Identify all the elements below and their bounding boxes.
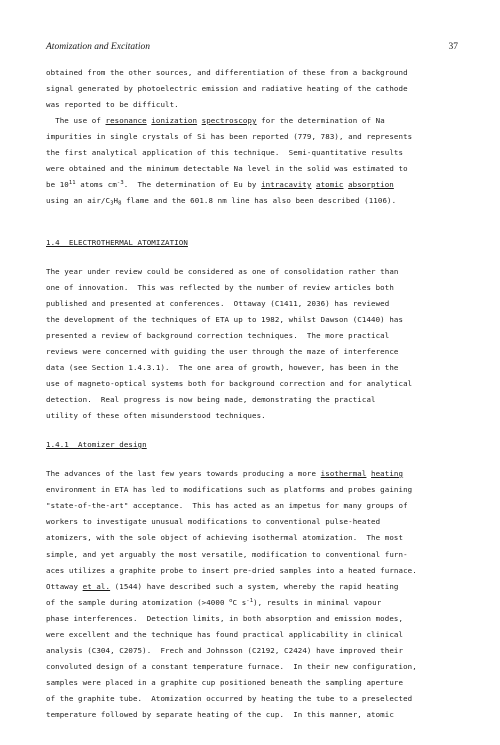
text-line bbox=[46, 115, 458, 127]
underlined-term: isothermal bbox=[320, 469, 367, 478]
superscript: -3 bbox=[116, 180, 124, 186]
text-span: flame and the 601.8 nm line has also been described (1106). bbox=[121, 196, 397, 205]
text-span: atoms cm bbox=[75, 180, 117, 189]
text-span: ), results in minimal vapour bbox=[253, 598, 382, 607]
text-line: aces utilizes a graphite probe to insert pre-dried samples into a heated furnace. bbox=[46, 566, 417, 575]
text-span: C s bbox=[232, 598, 247, 607]
text-span: for the determination of Na bbox=[256, 116, 385, 125]
text-span: of the sample during atomization (>4000 bbox=[46, 598, 230, 607]
text-line: samples were placed in a graphite cup positioned beneath the sampling aperture bbox=[46, 678, 404, 687]
subsection-heading: 1.4.1 Atomizer design bbox=[46, 440, 147, 449]
text-line: of the graphite tube. Atomization occurred by heating the tube to a preselected bbox=[46, 694, 413, 703]
text-line: The year under review could be considered as one of consolidation rather than bbox=[46, 267, 399, 276]
text-line: data (see Section 1.4.3.1). The one area of growth, however, has been in the bbox=[46, 363, 399, 372]
text-line: were obtained and the minimum detectable Na level in the solid was estimated to bbox=[46, 164, 408, 173]
text-line: signal generated by photoelectric emission and radiative heating of the cathode bbox=[46, 84, 408, 93]
text-line: impurities in single crystals of Si has been reported (779, 783), and represents bbox=[46, 132, 413, 141]
subscript: 8 bbox=[118, 200, 122, 207]
text-line: convoluted design of a constant temperature furnace. In their new configuration, bbox=[46, 662, 417, 671]
superscript: 11 bbox=[68, 180, 76, 186]
text-line: utility of these often misunderstood techniques. bbox=[46, 411, 266, 420]
text-line bbox=[46, 468, 458, 480]
underlined-term: et al. bbox=[82, 582, 111, 591]
text-line: the first analytical application of this technique. Semi-quantitative results bbox=[46, 148, 404, 157]
text-line: one of innovation. This was reflected by the number of review articles both bbox=[46, 283, 394, 292]
text-line bbox=[46, 195, 458, 207]
text-line: "state-of-the-art" acceptance. This has acted as an impetus for many groups of bbox=[46, 501, 408, 510]
text-line: simple, and yet arguably the most versatile, modification to conventional furn- bbox=[46, 550, 408, 559]
text-span: . The determination of Eu by bbox=[123, 180, 262, 189]
page-number: 37 bbox=[448, 42, 458, 52]
text-line bbox=[46, 179, 458, 191]
text-line: the development of the techniques of ETA up to 1982, whilst Dawson (C1440) has bbox=[46, 315, 404, 324]
text-line: temperature followed by separate heating of the cup. In this manner, atomic bbox=[46, 710, 394, 719]
text-line: was reported to be difficult. bbox=[46, 100, 179, 109]
superscript: -1 bbox=[246, 598, 254, 604]
underlined-term: heating bbox=[371, 469, 404, 478]
underlined-term: ionization bbox=[151, 116, 198, 125]
section-heading: 1.4 ELECTROTHERMAL ATOMIZATION bbox=[46, 238, 188, 247]
text-span: using an air/C bbox=[46, 196, 111, 205]
underlined-term: atomic bbox=[316, 180, 344, 189]
underlined-term: intracavity bbox=[261, 180, 312, 189]
text-line bbox=[46, 597, 458, 609]
text-span: (1544) have described such a system, whereby the rapid heating bbox=[110, 582, 399, 591]
text-line: workers to investigate unusual modifications to conventional pulse-heated bbox=[46, 517, 381, 526]
underlined-term: absorption bbox=[348, 180, 394, 189]
underlined-term: resonance bbox=[105, 116, 147, 125]
text-line: reviews were concerned with guiding the user through the maze of interference bbox=[46, 347, 399, 356]
text-line: published and presented at conferences. Ottaway (C1411, 2036) has reviewed bbox=[46, 299, 390, 308]
text-line bbox=[46, 581, 458, 593]
running-header bbox=[46, 42, 458, 56]
subscript: 3 bbox=[110, 200, 114, 207]
running-title: Atomization and Excitation bbox=[46, 42, 150, 52]
underlined-term: spectroscopy bbox=[201, 116, 257, 125]
text-line: presented a review of background correction techniques. The more practical bbox=[46, 331, 390, 340]
text-line: atomizers, with the sole object of achieving isothermal atomization. The most bbox=[46, 533, 404, 542]
text-line: phase interferences. Detection limits, in both absorption and emission modes, bbox=[46, 614, 404, 623]
text-line: use of magneto-optical systems both for background correction and for analytical bbox=[46, 379, 413, 388]
text-span: The use of bbox=[46, 116, 106, 125]
text-line: were excellent and the technique has found practical applicability in clinical bbox=[46, 630, 404, 639]
text-span: The advances of the last few years towards producing a more bbox=[46, 469, 321, 478]
text-line: obtained from the other sources, and differentiation of these from a background bbox=[46, 68, 408, 77]
text-line: analysis (C304, C2075). Frech and Johnsson (C2192, C2424) have improved their bbox=[46, 646, 404, 655]
superscript: o bbox=[229, 598, 233, 604]
text-span: Ottaway bbox=[46, 582, 83, 591]
text-line: environment in ETA has led to modifications such as platforms and probes gaining bbox=[46, 485, 413, 494]
text-span: H bbox=[113, 196, 119, 205]
text-span: be 10 bbox=[46, 180, 69, 189]
text-line: detection. Real progress is now being made, demonstrating the practical bbox=[46, 395, 376, 404]
